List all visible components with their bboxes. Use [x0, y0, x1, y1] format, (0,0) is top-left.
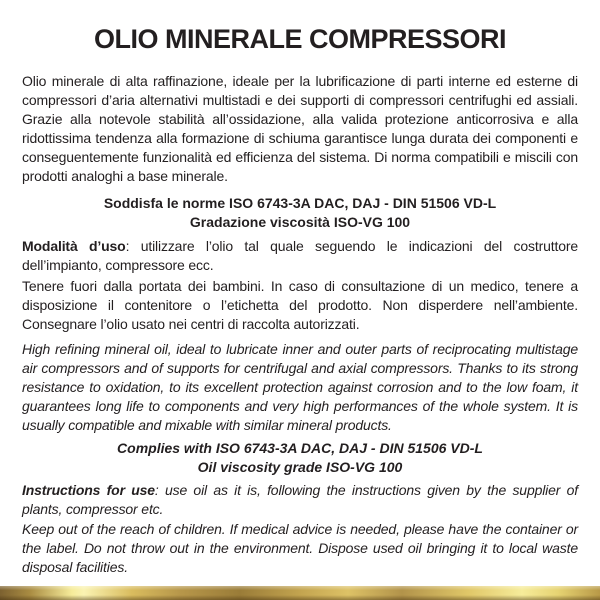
it-standards — [22, 194, 578, 232]
en-usage-label: Instructions for use — [22, 482, 155, 498]
en-description: High refining mineral oil, ideal to lubricate inner and outer parts of reciprocating multistage air compressors and of supports for centrifugal and axial compressors. Thanks to its strong resistance to oxidation, to its excellent protection against corrosion and to the low foam, it guarantees long life to components and very high performances of the whole system. It is usually compatible and mixable with similar mineral products. — [22, 341, 578, 433]
en-usage-text: : use oil as it is, following the instructions given by the supplier of plants, compressor etc. — [22, 482, 578, 517]
it-usage-text: : utilizzare l’olio tal quale seguendo le indicazioni del costruttore dell’impianto, compressore ecc. — [22, 238, 579, 273]
gold-accent-bar — [0, 586, 600, 600]
en-usage-paragraph — [22, 481, 578, 519]
en-standards-line1: Complies with ISO 6743-3A DAC, DAJ - DIN 51506 VD-L — [117, 440, 483, 456]
en-standards-line2: Oil viscosity grade ISO-VG 100 — [197, 459, 403, 475]
it-usage-paragraph — [22, 237, 578, 275]
product-title: OLIO MINERALE COMPRESSORI — [93, 24, 507, 54]
en-safety-paragraph: Keep out of the reach of children. If medical advice is needed, please have the container or the label. Do not throw out in the environment. Dispose used oil bringing it to local waste disposal facilities. — [22, 521, 578, 575]
en-standards — [22, 439, 578, 477]
it-usage-label: Modalità d’uso — [22, 238, 126, 254]
it-standards-line1: Soddisfa le norme ISO 6743-3A DAC, DAJ - DIN 51506 VD-L — [103, 195, 497, 211]
it-safety-paragraph: Tenere fuori dalla portata dei bambini. In caso di consultazione di un medico, tenere a disposizione il contenitore o l’etichetta del prodotto. Non disperdere nell’ambiente. Consegnare l’olio usato nei centri di raccolta autorizzati. — [22, 278, 578, 332]
it-standards-line2: Gradazione viscosità ISO-VG 100 — [189, 214, 411, 230]
it-description: Olio minerale di alta raffinazione, ideale per la lubrificazione di parti interne ed esterne di compressori d’aria alternativi multistadi e dei supporti di compressori centrifughi ed assiali. Grazie alla notevole stabilità all’ossidazione, alla valida protezione anticorrosiva e alla ridottissima tendenza alla formazione di schiuma garantisce lunga durata dei componenti e conseguentemente funzionalità ed efficienza del sistema. Di norma compatibili e miscili con prodotti analoghi a base minerale. — [22, 73, 578, 184]
